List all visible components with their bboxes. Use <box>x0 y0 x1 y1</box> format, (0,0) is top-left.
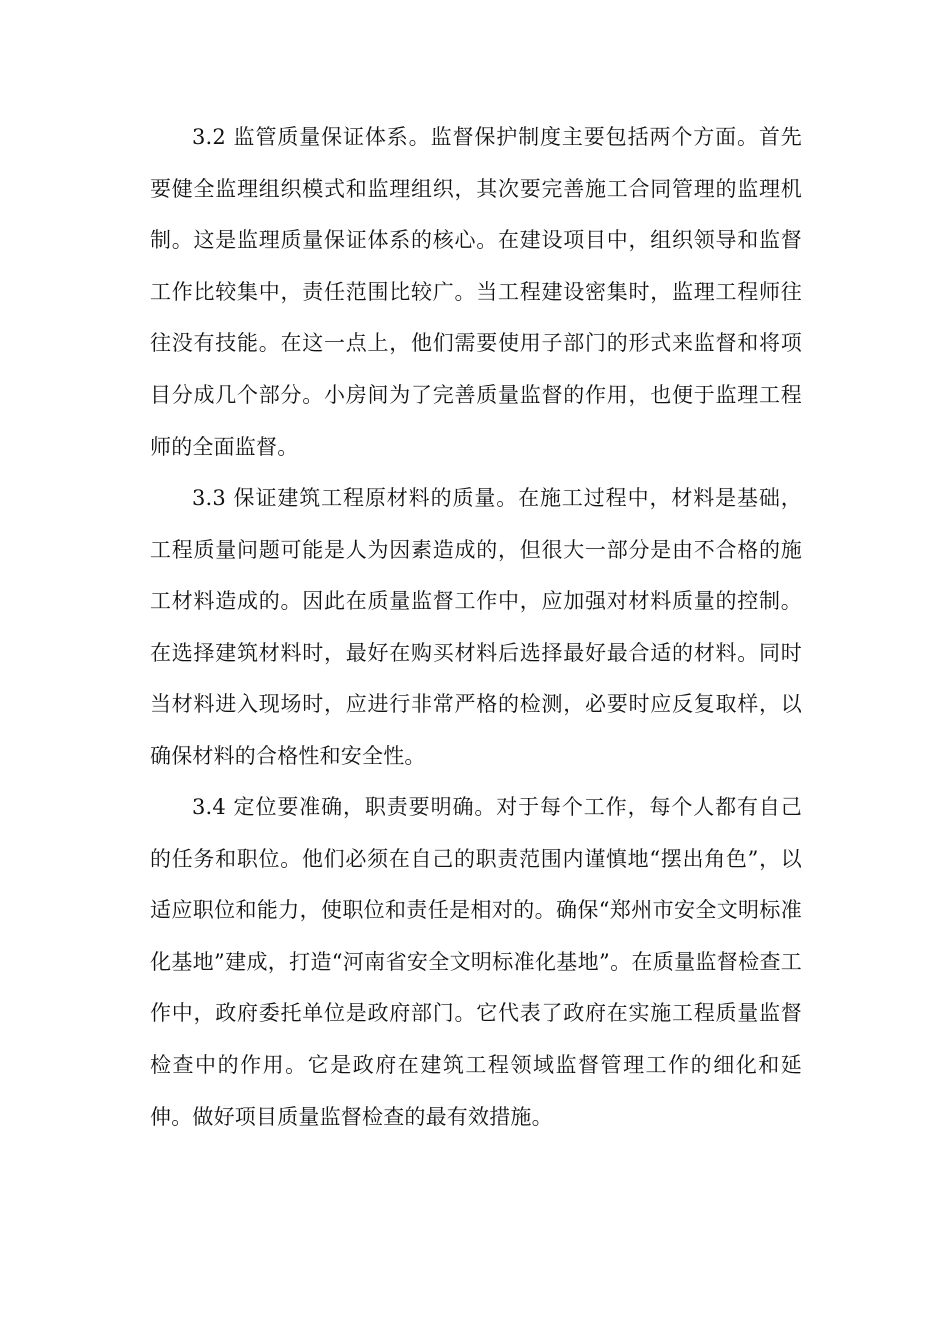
paragraph-3-2: 3.2 监管质量保证体系。监督保护制度主要包括两个方面。首先要健全监理组织模式和监理组织，其次要完善施工合同管理的监理机制。这是监理质量保证体系的核心。在建设项目中，组织领导和监督工作比较集中，责任范围比较广。当工程建设密集时，监理工程师往往没有技能。在这一点上，他们需要使用子部门的形式来监督和将项目分成几个部分。小房间为了完善质量监督的作用，也便于监理工程师的全面监督。 <box>150 125 802 459</box>
paragraph-3-4: 3.4 定位要准确，职责要明确。对于每个工作，每个人都有自己的任务和职位。他们必须在自己的职责范围内谨慎地“摆出角色”，以适应职位和能力，使职位和责任是相对的。确保“郑州市安全文明标准化基地”建成，打造“河南省安全文明标准化基地”。在质量监督检查工作中，政府委托单位是政府部门。它代表了政府在实施工程质量监督检查中的作用。它是政府在建筑工程领域监督管理工作的细化和延伸。做好项目质量监督检查的最有效措施。 <box>150 795 802 1129</box>
paragraph-3-3: 3.3 保证建筑工程原材料的质量。在施工过程中，材料是基础，工程质量问题可能是人为因素造成的，但很大一部分是由不合格的施工材料造成的。因此在质量监督工作中，应加强对材料质量的控制。在选择建筑材料时，最好在购买材料后选择最好最合适的材料。同时当材料进入现场时，应进行非常严格的检测，必要时应反复取样，以确保材料的合格性和安全性。 <box>150 486 802 768</box>
